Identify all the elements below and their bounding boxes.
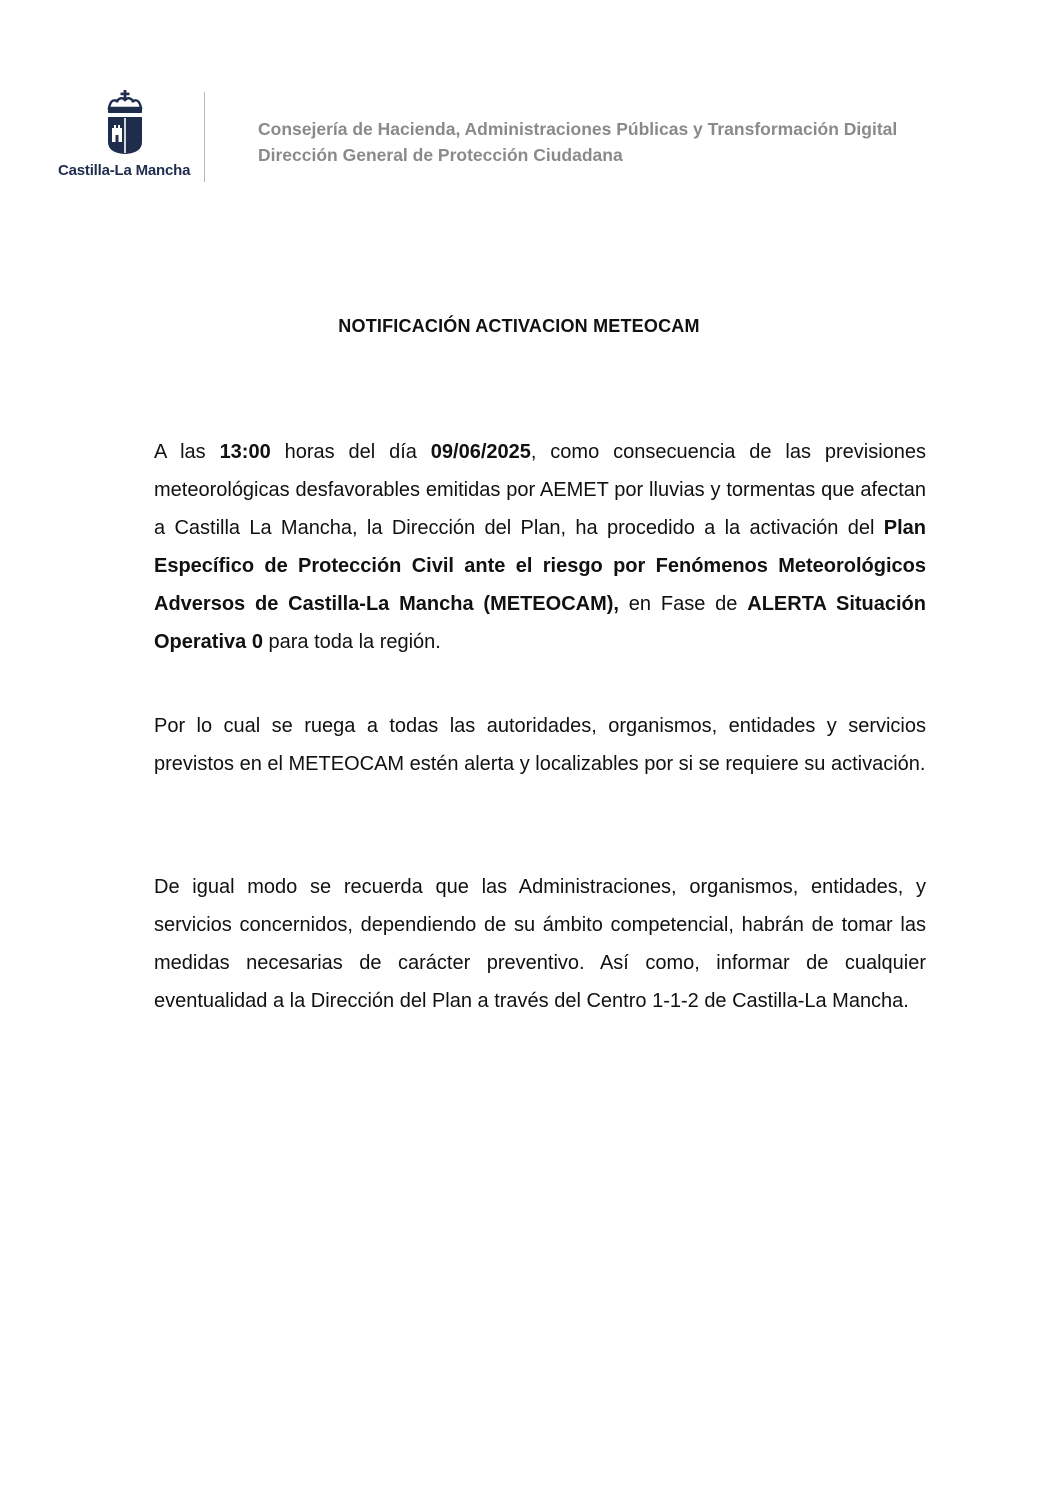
- paragraph-request: Por lo cual se ruega a todas las autoridades, organismos, entidades y servicios previstos en el METEOCAM estén alerta y localizables por si se requiere su activación.: [154, 715, 926, 775]
- paragraph-activation: A las 13:00 horas del día 09/06/2025, como consecuencia de las previsiones meteorológicas desfavorables emitidas por AEMET por lluvias y tormentas que afectan a Castilla La Mancha, la Dirección del Plan, ha procedido a la activación del Plan Específico de Protección Civil ante el riesgo por Fenómenos Meteorológicos Adversos de Castilla-La Mancha (METEOCAM), en Fase de ALERTA Situación Operativa 0 para toda la región.: [154, 441, 927, 653]
- paragraph-reminder: De igual modo se recuerda que las Administraciones, organismos, entidades, y servicios concernidos, dependiendo de su ámbito competencial, habrán de tomar las medidas necesarias de carácter preventivo. Así como, informar de cualquier eventualidad a la Dirección del Plan a través del Centro 1-1-2 de Castilla-La Mancha.: [154, 876, 926, 1012]
- document-title: NOTIFICACIÓN ACTIVACION METEOCAM: [338, 316, 700, 336]
- castilla-la-mancha-logo: [50, 88, 200, 184]
- header-institution: [258, 116, 897, 168]
- alert-phase: ALERTA Situación Operativa 0: [154, 593, 926, 653]
- coat-of-arms-icon: [105, 90, 145, 156]
- header-divider: [204, 92, 205, 182]
- header-line-direccion: Dirección General de Protección Ciudadana: [258, 145, 623, 165]
- activation-time: 13:00: [219, 441, 271, 463]
- logo-text: Castilla-La Mancha: [58, 162, 191, 179]
- plan-name: Plan Específico de Protección Civil ante el riesgo por Fenómenos Meteorológicos Adversos de Castilla-La Mancha (METEOCAM),: [154, 517, 926, 615]
- activation-date: 09/06/2025: [430, 441, 531, 463]
- header-line-consejeria: Consejería de Hacienda, Administraciones Públicas y Transformación Digital: [258, 119, 898, 139]
